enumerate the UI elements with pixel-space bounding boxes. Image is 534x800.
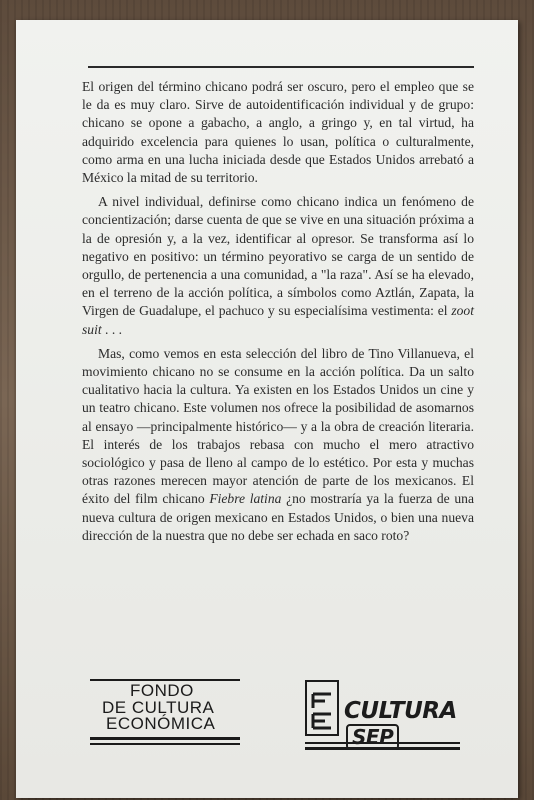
- paragraph-3-text: Mas, como vemos en esta selección del libro de Tino Villanueva, el movimiento chicano no se consume en la acción política. Da un salto cualitativo hacia la cultura. Ya existen en los Estados Unidos un cine y un teatro chicano. Este volumen nos ofrece la posibilidad de asomarnos al ensayo —principalmente histórico— y a la obra de creación literaria. El interés de los trabajos rebasa con mucho el mero atractivo sociológico y pasa de lleno al campo de lo estético. Por esta y muchas otras razones merecen mayor atención de parte de los mexicanos. El éxito del film chicano: [82, 345, 474, 507]
- paragraph-3-italic: Fiebre latina: [209, 491, 282, 507]
- book-back-cover: [16, 20, 518, 798]
- publisher-line-3: ECONÓMICA: [106, 714, 216, 733]
- fce-bottom-bar: [90, 737, 240, 740]
- cultura-word: CULTURA: [344, 698, 457, 724]
- paragraph-3: [82, 345, 474, 545]
- paragraph-3-tail: ¿no mostraría ya la fuerza de una nueva cultura de origen mexicano en Estados Unidos, o bien una nueva dirección de la nuestra que no debe ser echada en saco roto?: [82, 491, 474, 543]
- paragraph-1: [82, 78, 474, 187]
- publisher-line-1: FONDO: [130, 681, 194, 700]
- paragraph-2-tail: . . .: [101, 321, 123, 337]
- paragraph-2-text: A nivel individual, definirse como chicano indica un fenómeno de concientización; darse cuenta de que se vive en una situación próxima a la de opresión y, a la vez, identificar al opresor. Se transforma así lo negativo en positivo: un término peyorativo se carga de un sentido de orgullo, de pertenencia a una comunidad, a "la raza". Así se ha elevado, en el terreno de la acción política, a símbolos como Aztlán, Zapata, la Virgen de Guadalupe, el pachuco y su especialísima vestimenta: el: [82, 194, 474, 319]
- logos-area: [72, 680, 472, 760]
- blurb-text: [82, 78, 474, 551]
- paragraph-2: [82, 193, 474, 339]
- fce-emblem-logo: [305, 680, 339, 736]
- paragraph-1-text: El origen del término chicano podrá ser oscuro, pero el empleo que se le da es muy claro. Sirve de autoidentificación individual y de grupo: chicano se opone a gabacho, a anglo, a gringo y, en tal virtud, ha adquirido excelencia para quienes lo usan, política o culturalmente, como arma en una lucha iniciada desde que Estados Unidos arrebató a México la mitad de su territorio.: [82, 79, 474, 186]
- publisher-line-2: DE CULTURA: [102, 697, 215, 717]
- fce-bottom-bar-2: [90, 743, 240, 745]
- sep-box: SEP: [346, 724, 399, 750]
- cultura-sep-logo: [344, 698, 472, 750]
- top-rule: [88, 66, 474, 68]
- paragraph-2-italic: zoot suit: [82, 303, 474, 337]
- publisher-name: [90, 683, 215, 733]
